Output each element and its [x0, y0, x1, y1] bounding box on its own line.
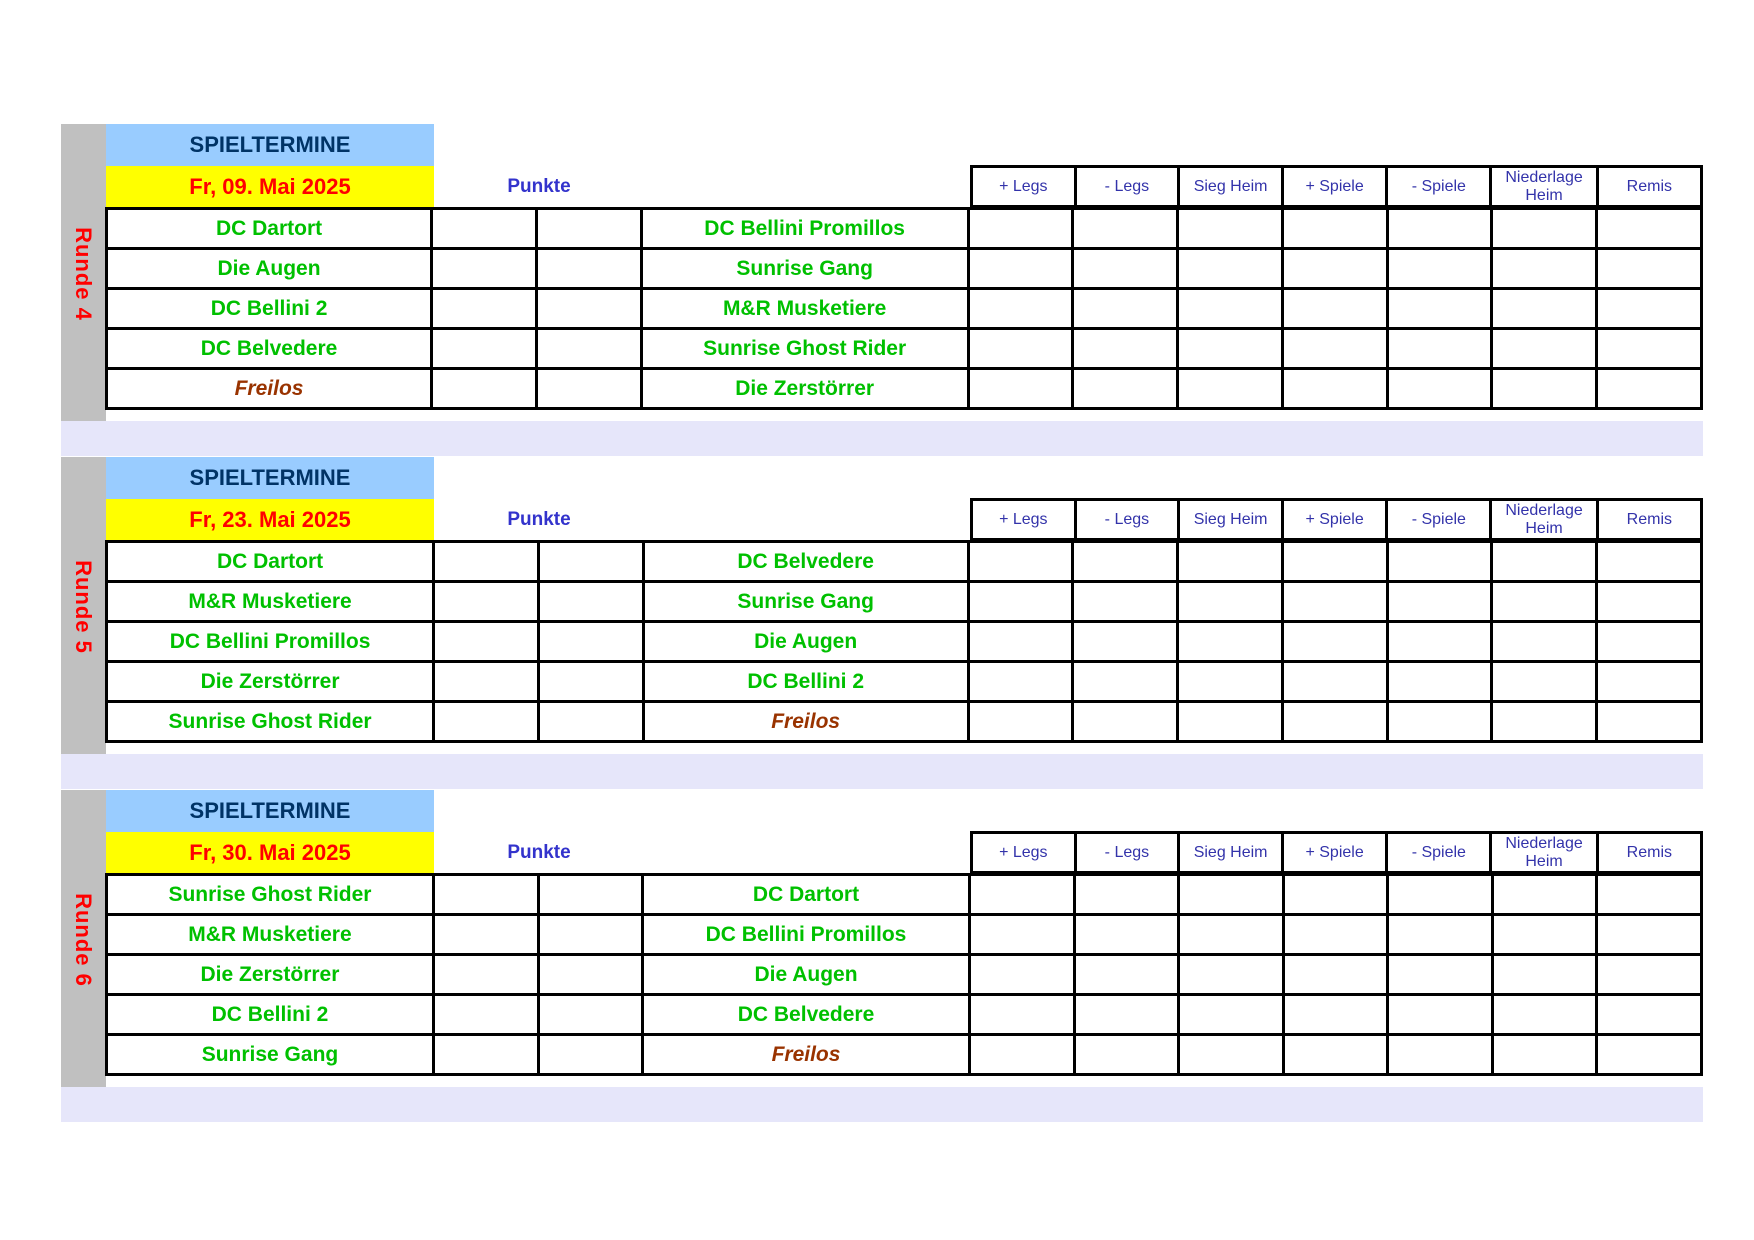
stat-cell[interactable]	[1597, 702, 1702, 742]
round-sidebar	[61, 457, 106, 754]
schedule-header: SPIELTERMINE	[106, 790, 434, 832]
table-row	[107, 249, 1702, 289]
stats-header: - Legs	[1075, 500, 1179, 540]
stats-table	[970, 498, 1703, 541]
stats-header: Remis	[1597, 833, 1701, 873]
home-score-cell[interactable]	[432, 329, 537, 369]
away-score-cell[interactable]	[538, 995, 643, 1035]
stat-cell[interactable]	[1073, 289, 1178, 329]
stat-cell[interactable]	[1178, 702, 1283, 742]
stat-cell[interactable]	[1073, 329, 1178, 369]
home-team: Sunrise Gang	[107, 1035, 434, 1075]
stat-cell[interactable]	[968, 582, 1073, 622]
stat-cell[interactable]	[968, 702, 1073, 742]
away-team: Sunrise Gang	[641, 249, 968, 289]
stat-cell[interactable]	[968, 622, 1073, 662]
home-team: Die Zerstörrer	[107, 662, 434, 702]
stat-cell[interactable]	[1282, 209, 1387, 249]
stat-cell[interactable]	[1492, 289, 1597, 329]
stats-table	[970, 165, 1703, 208]
away-score-cell[interactable]	[536, 249, 641, 289]
table-row	[107, 209, 1702, 249]
stat-cell[interactable]	[1178, 662, 1283, 702]
stat-cell[interactable]	[1597, 955, 1702, 995]
home-team: DC Dartort	[107, 542, 434, 582]
home-team: Die Zerstörrer	[107, 955, 434, 995]
round-label: Runde 6	[71, 893, 96, 987]
stat-cell[interactable]	[1388, 1035, 1493, 1075]
table-row	[107, 662, 1702, 702]
points-label: Punkte	[507, 509, 571, 530]
stat-cell[interactable]	[1597, 915, 1702, 955]
away-team: Die Zerstörrer	[641, 369, 968, 409]
section-spacer	[61, 1087, 1703, 1122]
home-team: DC Bellini 2	[107, 289, 432, 329]
stat-cell[interactable]	[1282, 329, 1387, 369]
home-score-cell[interactable]	[432, 289, 537, 329]
stat-cell[interactable]	[1178, 369, 1283, 409]
table-row	[107, 875, 1702, 915]
away-team: Freilos	[643, 702, 968, 742]
match-table	[105, 873, 1703, 1076]
stats-header: Niederlage Heim	[1491, 500, 1597, 540]
stat-cell[interactable]	[1387, 329, 1492, 369]
home-score-cell[interactable]	[434, 582, 539, 622]
home-team: DC Bellini Promillos	[107, 622, 434, 662]
home-team: DC Belvedere	[107, 329, 432, 369]
round-sidebar	[61, 124, 106, 421]
stat-cell[interactable]	[968, 542, 1073, 582]
away-team: Freilos	[643, 1035, 970, 1075]
stats-header: + Legs	[972, 833, 1076, 873]
stats-header: Remis	[1597, 167, 1701, 207]
stat-cell[interactable]	[1388, 955, 1493, 995]
stats-header: + Legs	[972, 500, 1076, 540]
table-row	[107, 582, 1702, 622]
stats-header: Sieg Heim	[1179, 833, 1283, 873]
stats-header: + Spiele	[1282, 167, 1386, 207]
table-row	[107, 329, 1702, 369]
stat-cell[interactable]	[1597, 995, 1702, 1035]
stat-cell[interactable]	[1073, 209, 1178, 249]
stat-cell[interactable]	[1492, 369, 1597, 409]
stat-cell[interactable]	[1387, 702, 1492, 742]
stat-cell[interactable]	[1074, 915, 1179, 955]
table-row	[107, 369, 1702, 409]
points-label: Punkte	[507, 842, 571, 863]
away-score-cell[interactable]	[538, 915, 643, 955]
stat-cell[interactable]	[968, 249, 1073, 289]
home-team: M&R Musketiere	[107, 582, 434, 622]
table-row	[107, 542, 1702, 582]
stat-cell[interactable]	[1073, 369, 1178, 409]
stat-cell[interactable]	[1597, 875, 1702, 915]
stat-cell[interactable]	[1074, 875, 1179, 915]
round-sidebar	[61, 790, 106, 1087]
stat-cell[interactable]	[1073, 249, 1178, 289]
stat-cell[interactable]	[1387, 249, 1492, 289]
stat-cell[interactable]	[1282, 662, 1387, 702]
away-team: Sunrise Ghost Rider	[641, 329, 968, 369]
stat-cell[interactable]	[1282, 582, 1387, 622]
stat-cell[interactable]	[1283, 955, 1388, 995]
stat-cell[interactable]	[1179, 1035, 1284, 1075]
stat-cell[interactable]	[1387, 369, 1492, 409]
stat-cell[interactable]	[1179, 915, 1284, 955]
away-score-cell[interactable]	[536, 289, 641, 329]
stats-header: - Spiele	[1387, 833, 1491, 873]
home-score-cell[interactable]	[433, 955, 538, 995]
stat-cell[interactable]	[1074, 1035, 1179, 1075]
table-row	[107, 955, 1702, 995]
stat-cell[interactable]	[1283, 995, 1388, 1035]
stat-cell[interactable]	[1387, 622, 1492, 662]
home-score-cell[interactable]	[433, 915, 538, 955]
stat-cell[interactable]	[1597, 1035, 1702, 1075]
stat-cell[interactable]	[1597, 249, 1702, 289]
stats-header: - Legs	[1075, 833, 1179, 873]
home-score-cell[interactable]	[432, 209, 537, 249]
stat-cell[interactable]	[1074, 955, 1179, 995]
stat-cell[interactable]	[1282, 249, 1387, 289]
stat-cell[interactable]	[1282, 702, 1387, 742]
home-team: Sunrise Ghost Rider	[107, 702, 434, 742]
match-table	[105, 540, 1703, 743]
away-score-cell[interactable]	[538, 582, 643, 622]
stat-cell[interactable]	[1178, 622, 1283, 662]
stat-cell[interactable]	[1178, 209, 1283, 249]
stat-cell[interactable]	[1388, 995, 1493, 1035]
home-score-cell[interactable]	[434, 702, 539, 742]
home-team: M&R Musketiere	[107, 915, 434, 955]
stat-cell[interactable]	[1282, 542, 1387, 582]
stat-cell[interactable]	[1179, 875, 1284, 915]
table-row	[107, 1035, 1702, 1075]
away-score-cell[interactable]	[536, 369, 641, 409]
stats-table	[970, 831, 1703, 874]
stats-header: Niederlage Heim	[1491, 833, 1597, 873]
home-score-cell[interactable]	[432, 369, 537, 409]
stat-cell[interactable]	[1492, 329, 1597, 369]
stats-header: + Spiele	[1282, 500, 1386, 540]
round-label: Runde 5	[71, 560, 96, 654]
match-table	[105, 207, 1703, 410]
stat-cell[interactable]	[1178, 542, 1283, 582]
stat-cell[interactable]	[1597, 329, 1702, 369]
away-team: DC Dartort	[643, 875, 970, 915]
away-team: Die Augen	[643, 955, 970, 995]
stat-cell[interactable]	[1283, 915, 1388, 955]
table-row	[107, 995, 1702, 1035]
away-score-cell[interactable]	[538, 702, 643, 742]
away-team: DC Bellini Promillos	[641, 209, 968, 249]
stat-cell[interactable]	[1597, 289, 1702, 329]
points-label: Punkte	[507, 176, 571, 197]
stats-header: Niederlage Heim	[1491, 167, 1597, 207]
home-score-cell[interactable]	[432, 249, 537, 289]
stat-cell[interactable]	[1073, 622, 1178, 662]
stat-cell[interactable]	[1387, 209, 1492, 249]
stat-cell[interactable]	[1492, 1035, 1597, 1075]
stat-cell[interactable]	[1282, 369, 1387, 409]
stat-cell[interactable]	[1597, 662, 1702, 702]
home-team: Freilos	[107, 369, 432, 409]
away-score-cell[interactable]	[538, 955, 643, 995]
match-date: Fr, 23. Mai 2025	[106, 499, 434, 541]
stat-cell[interactable]	[1073, 582, 1178, 622]
stat-cell[interactable]	[968, 662, 1073, 702]
stat-cell[interactable]	[1492, 582, 1597, 622]
stat-cell[interactable]	[1597, 582, 1702, 622]
stat-cell[interactable]	[1179, 995, 1284, 1035]
table-row	[107, 702, 1702, 742]
away-team: DC Belvedere	[643, 542, 968, 582]
stats-header: - Spiele	[1387, 500, 1491, 540]
stat-cell[interactable]	[1074, 995, 1179, 1035]
match-date: Fr, 09. Mai 2025	[106, 166, 434, 208]
home-score-cell[interactable]	[433, 995, 538, 1035]
schedule-header: SPIELTERMINE	[106, 124, 434, 166]
home-team: DC Bellini 2	[107, 995, 434, 1035]
stat-cell[interactable]	[1492, 209, 1597, 249]
stat-cell[interactable]	[1387, 289, 1492, 329]
home-team: DC Dartort	[107, 209, 432, 249]
section-spacer	[61, 754, 1703, 789]
stats-header: Sieg Heim	[1179, 500, 1283, 540]
stat-cell[interactable]	[1387, 542, 1492, 582]
home-score-cell[interactable]	[433, 875, 538, 915]
away-score-cell[interactable]	[538, 875, 643, 915]
stat-cell[interactable]	[1178, 582, 1283, 622]
stat-cell[interactable]	[968, 329, 1073, 369]
stat-cell[interactable]	[969, 915, 1074, 955]
stats-header: - Spiele	[1387, 167, 1491, 207]
stat-cell[interactable]	[1178, 249, 1283, 289]
stats-header: Remis	[1597, 500, 1701, 540]
stat-cell[interactable]	[1597, 209, 1702, 249]
table-row	[107, 289, 1702, 329]
home-team: Die Augen	[107, 249, 432, 289]
stat-cell[interactable]	[1492, 875, 1597, 915]
away-score-cell[interactable]	[538, 542, 643, 582]
stat-cell[interactable]	[969, 875, 1074, 915]
stat-cell[interactable]	[968, 289, 1073, 329]
away-team: M&R Musketiere	[641, 289, 968, 329]
home-score-cell[interactable]	[434, 622, 539, 662]
away-team: DC Bellini 2	[643, 662, 968, 702]
stat-cell[interactable]	[1492, 542, 1597, 582]
stat-cell[interactable]	[969, 995, 1074, 1035]
stat-cell[interactable]	[1387, 582, 1492, 622]
away-team: Sunrise Gang	[643, 582, 968, 622]
section-spacer	[61, 421, 1703, 456]
table-row	[107, 622, 1702, 662]
stat-cell[interactable]	[1492, 955, 1597, 995]
away-score-cell[interactable]	[538, 662, 643, 702]
stat-cell[interactable]	[1492, 622, 1597, 662]
away-score-cell[interactable]	[536, 329, 641, 369]
stats-header: + Spiele	[1282, 833, 1386, 873]
away-team: DC Belvedere	[643, 995, 970, 1035]
table-row	[107, 915, 1702, 955]
stat-cell[interactable]	[1282, 622, 1387, 662]
match-date: Fr, 30. Mai 2025	[106, 832, 434, 874]
stat-cell[interactable]	[1597, 369, 1702, 409]
away-team: DC Bellini Promillos	[643, 915, 970, 955]
stat-cell[interactable]	[969, 955, 1074, 995]
stat-cell[interactable]	[1073, 662, 1178, 702]
stat-cell[interactable]	[1492, 702, 1597, 742]
stat-cell[interactable]	[1492, 995, 1597, 1035]
stat-cell[interactable]	[968, 369, 1073, 409]
stats-header: + Legs	[972, 167, 1076, 207]
stat-cell[interactable]	[1492, 662, 1597, 702]
stat-cell[interactable]	[1073, 702, 1178, 742]
stat-cell[interactable]	[1492, 249, 1597, 289]
away-score-cell[interactable]	[536, 209, 641, 249]
round-label: Runde 4	[71, 227, 96, 321]
home-score-cell[interactable]	[433, 1035, 538, 1075]
stat-cell[interactable]	[1178, 289, 1283, 329]
stat-cell[interactable]	[1073, 542, 1178, 582]
stat-cell[interactable]	[969, 1035, 1074, 1075]
stats-header: Sieg Heim	[1179, 167, 1283, 207]
home-team: Sunrise Ghost Rider	[107, 875, 434, 915]
away-score-cell[interactable]	[538, 1035, 643, 1075]
stat-cell[interactable]	[1388, 875, 1493, 915]
stat-cell[interactable]	[968, 209, 1073, 249]
stat-cell[interactable]	[1283, 1035, 1388, 1075]
stat-cell[interactable]	[1387, 662, 1492, 702]
stats-header: - Legs	[1075, 167, 1179, 207]
stat-cell[interactable]	[1179, 955, 1284, 995]
stat-cell[interactable]	[1283, 875, 1388, 915]
stat-cell[interactable]	[1388, 915, 1493, 955]
stat-cell[interactable]	[1282, 289, 1387, 329]
stat-cell[interactable]	[1597, 622, 1702, 662]
stat-cell[interactable]	[1492, 915, 1597, 955]
stat-cell[interactable]	[1178, 329, 1283, 369]
home-score-cell[interactable]	[434, 542, 539, 582]
away-team: Die Augen	[643, 622, 968, 662]
home-score-cell[interactable]	[434, 662, 539, 702]
stat-cell[interactable]	[1597, 542, 1702, 582]
away-score-cell[interactable]	[538, 622, 643, 662]
schedule-header: SPIELTERMINE	[106, 457, 434, 499]
